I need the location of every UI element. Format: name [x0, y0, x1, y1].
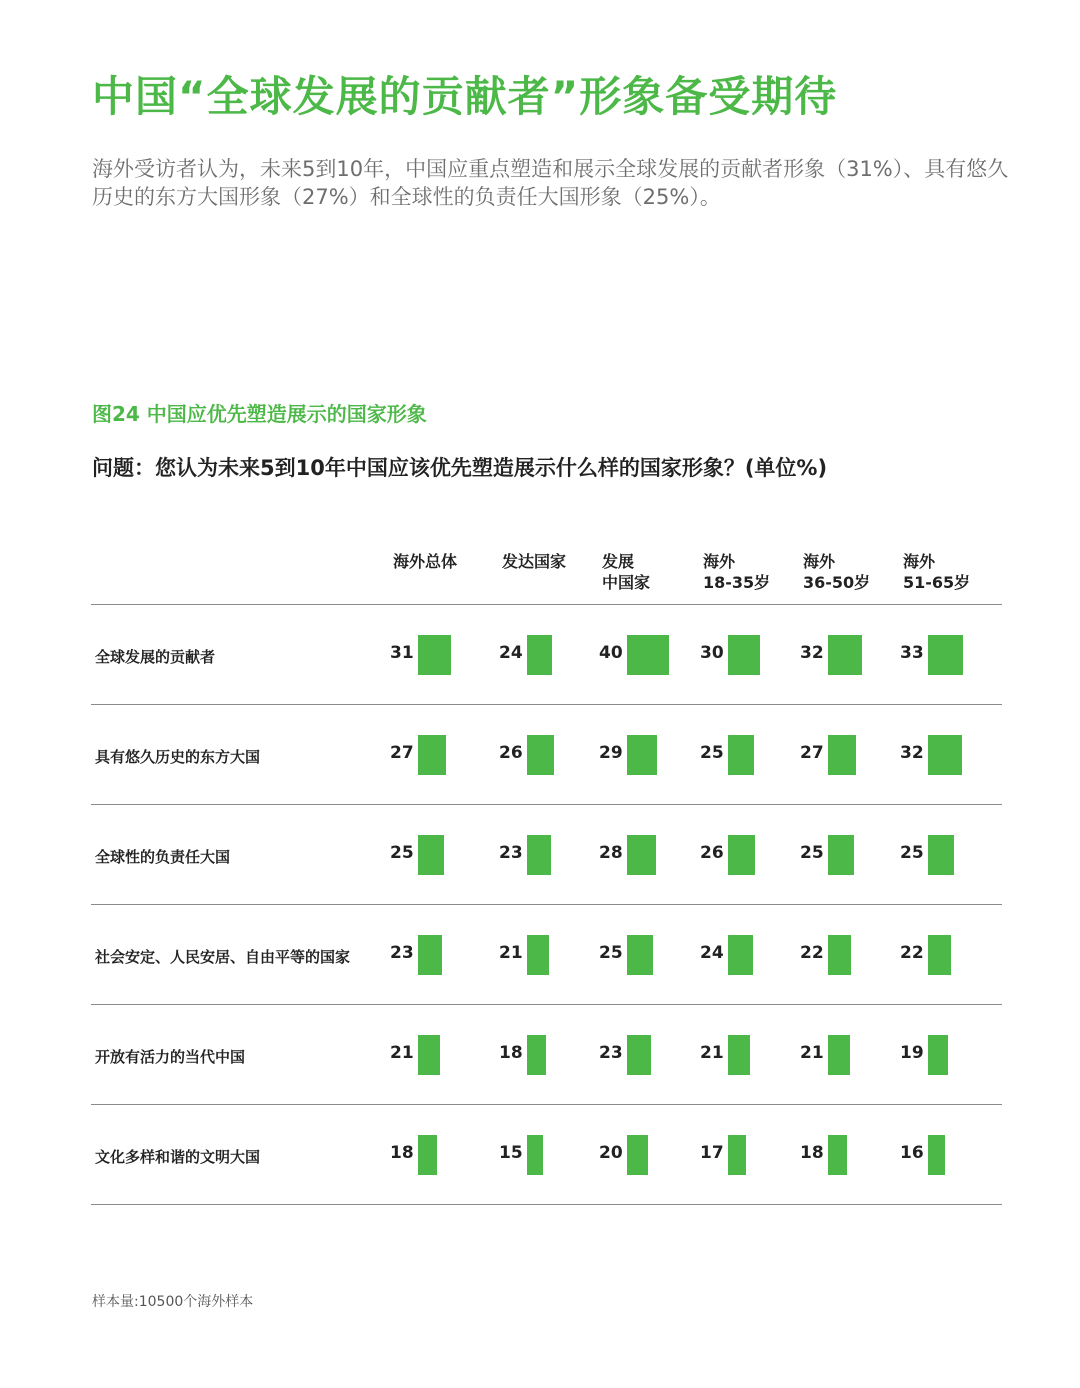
data-label: 23 — [599, 1043, 623, 1063]
data-label: 29 — [599, 743, 623, 763]
data-label: 31 — [390, 643, 414, 663]
bar — [527, 1035, 546, 1075]
data-label: 21 — [499, 943, 523, 963]
bar — [828, 1035, 850, 1075]
bar — [828, 1135, 847, 1175]
data-label: 22 — [800, 943, 824, 963]
data-label: 26 — [700, 843, 724, 863]
data-label: 40 — [599, 643, 623, 663]
data-label: 21 — [390, 1043, 414, 1063]
survey-question: 问题：您认为未来5到10年中国应该优先塑造展示什么样的国家形象？(单位%) — [92, 456, 828, 480]
bar — [928, 1035, 948, 1075]
data-label: 21 — [800, 1043, 824, 1063]
bar — [627, 1135, 648, 1175]
data-label: 16 — [900, 1143, 924, 1163]
column-header: 海外 18-35岁 — [703, 552, 771, 592]
table-rule — [91, 1004, 1002, 1005]
row-label: 全球性的负责任大国 — [95, 848, 231, 866]
data-label: 23 — [499, 843, 523, 863]
sample-size-footnote: 样本量:10500个海外样本 — [92, 1294, 254, 1310]
row-label: 全球发展的贡献者 — [95, 648, 216, 666]
data-label: 24 — [499, 643, 523, 663]
row-label: 社会安定、人民安居、自由平等的国家 — [95, 948, 351, 966]
data-label: 25 — [390, 843, 414, 863]
bar — [828, 835, 854, 875]
bar — [728, 735, 754, 775]
table-rule — [91, 1104, 1002, 1105]
bar — [728, 935, 753, 975]
bar — [928, 935, 951, 975]
bar — [728, 835, 755, 875]
table-rule — [91, 704, 1002, 705]
bar — [527, 1135, 543, 1175]
table-rule — [91, 604, 1002, 605]
bar — [418, 635, 451, 675]
bar — [627, 635, 669, 675]
bar — [828, 735, 856, 775]
bar — [527, 635, 552, 675]
data-label: 30 — [700, 643, 724, 663]
data-label: 26 — [499, 743, 523, 763]
column-header: 海外总体 — [393, 552, 458, 571]
bar — [418, 1035, 440, 1075]
data-label: 27 — [800, 743, 824, 763]
data-label: 33 — [900, 643, 924, 663]
data-label: 32 — [800, 643, 824, 663]
bar — [928, 635, 963, 675]
table-rule — [91, 1204, 1002, 1205]
bar — [627, 1035, 651, 1075]
bar — [928, 1135, 945, 1175]
data-label: 15 — [499, 1143, 523, 1163]
bar — [627, 935, 653, 975]
row-label: 文化多样和谐的文明大国 — [95, 1148, 261, 1166]
data-label: 20 — [599, 1143, 623, 1163]
column-header: 海外 36-50岁 — [803, 552, 871, 592]
data-label: 28 — [599, 843, 623, 863]
bar — [418, 935, 442, 975]
data-label: 27 — [390, 743, 414, 763]
bar — [527, 735, 554, 775]
bar — [828, 635, 862, 675]
data-label: 23 — [390, 943, 414, 963]
bar — [418, 735, 446, 775]
data-label: 17 — [700, 1143, 724, 1163]
data-label: 18 — [499, 1043, 523, 1063]
page-title: 中国“全球发展的贡献者”形象备受期待 — [92, 72, 838, 121]
column-header: 发展 中国家 — [602, 552, 651, 592]
bar — [728, 1035, 750, 1075]
table-rule — [91, 804, 1002, 805]
data-label: 21 — [700, 1043, 724, 1063]
bar — [527, 935, 549, 975]
data-label: 25 — [599, 943, 623, 963]
data-label: 25 — [700, 743, 724, 763]
data-label: 24 — [700, 943, 724, 963]
column-header: 海外 51-65岁 — [903, 552, 971, 592]
row-label: 具有悠久历史的东方大国 — [95, 748, 261, 766]
intro-text: 海外受访者认为，未来5到10年，中国应重点塑造和展示全球发展的贡献者形象（31%）、具有悠久历史的东方大国形象（27%）和全球性的负责任大国形象（25%）。 — [92, 157, 1009, 209]
bar — [418, 1135, 437, 1175]
bar — [627, 835, 656, 875]
bar — [928, 735, 962, 775]
bar — [627, 735, 657, 775]
row-label: 开放有活力的当代中国 — [95, 1048, 246, 1066]
bar — [728, 635, 760, 675]
bar — [418, 835, 444, 875]
table-rule — [91, 904, 1002, 905]
bar — [828, 935, 851, 975]
bar — [728, 1135, 746, 1175]
bar — [527, 835, 551, 875]
data-label: 19 — [900, 1043, 924, 1063]
column-header: 发达国家 — [502, 552, 567, 571]
bar — [928, 835, 954, 875]
data-label: 25 — [800, 843, 824, 863]
data-label: 25 — [900, 843, 924, 863]
data-label: 18 — [390, 1143, 414, 1163]
figure-label: 图24 中国应优先塑造展示的国家形象 — [92, 402, 427, 426]
data-label: 22 — [900, 943, 924, 963]
data-label: 18 — [800, 1143, 824, 1163]
data-label: 32 — [900, 743, 924, 763]
